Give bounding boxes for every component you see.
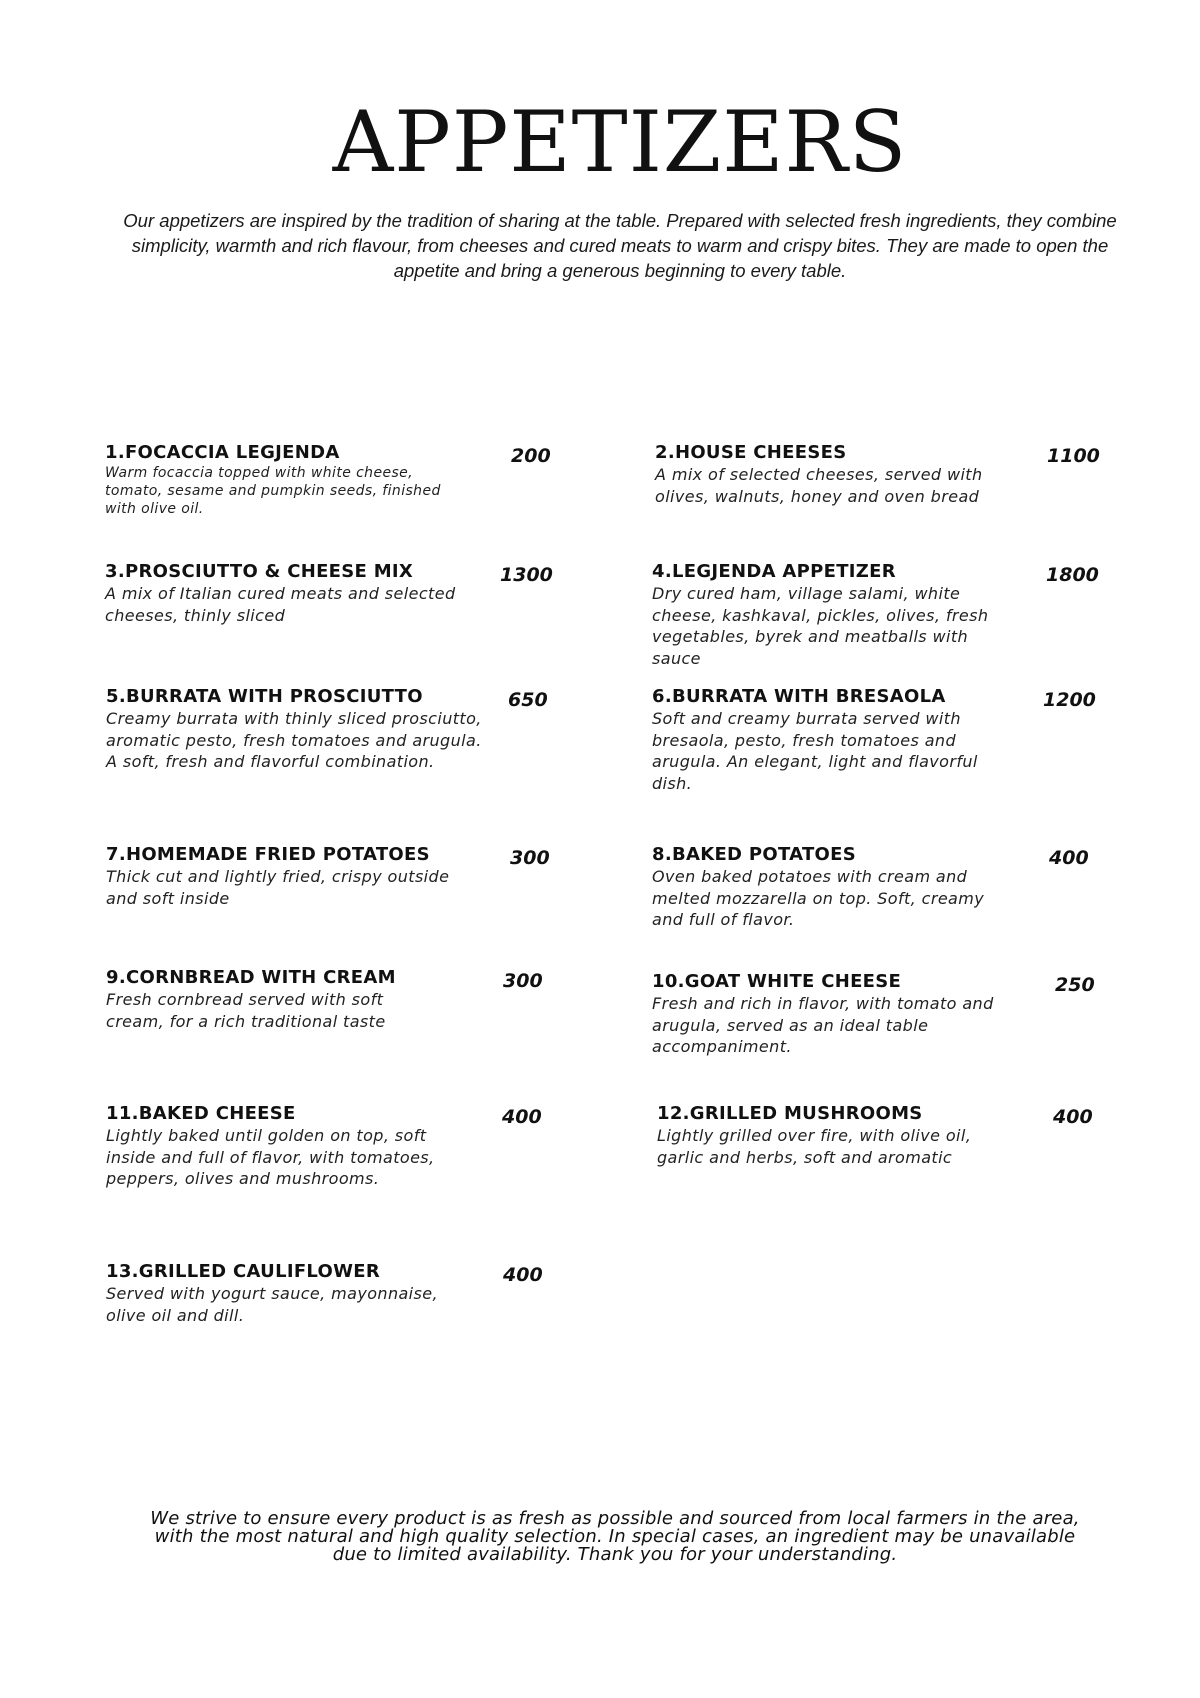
item-description: Thick cut and lightly fried, crispy outside and soft inside <box>106 867 450 908</box>
menu-item-cornbread-cream <box>106 967 436 1032</box>
item-name: 2.HOUSE CHEESES <box>655 442 847 463</box>
item-price: 400 <box>1049 847 1089 869</box>
item-description: Fresh and rich in flavor, with tomato and arugula, served as an ideal table accompaniment. <box>652 994 994 1056</box>
menu-item-focaccia <box>105 442 475 518</box>
item-description: A mix of Italian cured meats and selected cheeses, thinly sliced <box>105 584 456 625</box>
menu-item-baked-cheese <box>106 1103 466 1190</box>
menu-item-grilled-mushrooms <box>657 1103 1017 1168</box>
item-price: 650 <box>508 689 548 711</box>
menu-item-burrata-prosciutto <box>106 686 486 773</box>
menu-item-burrata-bresaola <box>652 686 997 794</box>
item-price: 400 <box>1053 1106 1093 1128</box>
item-price: 1200 <box>1043 689 1096 711</box>
item-name: 8.BAKED POTATOES <box>652 844 857 865</box>
item-description: Creamy burrata with thinly sliced prosciutto, aromatic pesto, fresh tomatoes and arugula. A soft, fresh and flavorful combination. <box>106 709 482 771</box>
item-description: Soft and creamy burrata served with bresaola, pesto, fresh tomatoes and arugula. An elegant, light and flavorful dish. <box>652 709 978 793</box>
item-name: 11.BAKED CHEESE <box>106 1103 296 1124</box>
menu-item-prosciutto-cheese-mix <box>105 561 485 626</box>
item-price: 400 <box>503 1264 543 1286</box>
item-name: 5.BURRATA WITH PROSCIUTTO <box>106 686 423 707</box>
item-name: 4.LEGJENDA APPETIZER <box>652 561 896 582</box>
item-price: 250 <box>1055 974 1095 996</box>
item-price: 200 <box>511 445 551 467</box>
item-name: 3.PROSCIUTTO & CHEESE MIX <box>105 561 414 582</box>
item-price: 300 <box>510 847 550 869</box>
footer-note: We strive to ensure every product is as fresh as possible and sourced from local farmers in the area, with the most natural and high quality selection. In special cases, an ingredient may be unavailable due to limited availability. Thank you for your understanding. <box>150 1508 1080 1565</box>
item-name: 6.BURRATA WITH BRESAOLA <box>652 686 946 707</box>
menu-item-legjenda-appetizer <box>652 561 1007 669</box>
menu-item-homemade-fried-potatoes <box>106 844 471 909</box>
item-name: 9.CORNBREAD WITH CREAM <box>106 967 396 988</box>
intro-text: Our appetizers are inspired by the tradition of sharing at the table. Prepared with selected fresh ingredients, they combine simplicity, warmth and rich flavour, from cheeses and cured meats to warm and crispy bites. They are made to open the appetite and bring a generous beginning to every table. <box>123 210 1117 281</box>
item-name: 1.FOCACCIA LEGJENDA <box>105 442 340 463</box>
item-description: Fresh cornbread served with soft cream, for a rich traditional taste <box>106 990 386 1031</box>
item-price: 300 <box>503 970 543 992</box>
item-name: 7.HOMEMADE FRIED POTATOES <box>106 844 430 865</box>
menu-item-baked-potatoes <box>652 844 1012 931</box>
page-title: APPETIZERS <box>332 93 908 191</box>
item-description: Warm focaccia topped with white cheese, tomato, sesame and pumpkin seeds, finished with olive oil. <box>105 465 441 517</box>
item-description: Dry cured ham, village salami, white cheese, kashkaval, pickles, olives, fresh vegetables, byrek and meatballs with sauce <box>652 584 989 668</box>
item-description: Oven baked potatoes with cream and melted mozzarella on top. Soft, creamy and full of flavor. <box>652 867 985 929</box>
item-name: 10.GOAT WHITE CHEESE <box>652 971 902 992</box>
item-description: A mix of selected cheeses, served with olives, walnuts, honey and oven bread <box>655 465 983 506</box>
item-name: 13.GRILLED CAULIFLOWER <box>106 1261 381 1282</box>
item-price: 400 <box>502 1106 542 1128</box>
item-description: Lightly baked until golden on top, soft inside and full of flavor, with tomatoes, peppers, olives and mushrooms. <box>106 1126 435 1188</box>
menu-item-house-cheeses <box>655 442 1015 507</box>
item-price: 1800 <box>1046 564 1099 586</box>
menu-item-grilled-cauliflower <box>106 1261 476 1326</box>
item-description: Served with yogurt sauce, mayonnaise, olive oil and dill. <box>106 1284 438 1325</box>
item-price: 1100 <box>1047 445 1100 467</box>
menu-item-goat-white-cheese <box>652 971 1032 1058</box>
item-description: Lightly grilled over fire, with olive oil, garlic and herbs, soft and aromatic <box>657 1126 972 1167</box>
item-name: 12.GRILLED MUSHROOMS <box>657 1103 923 1124</box>
item-price: 1300 <box>500 564 553 586</box>
